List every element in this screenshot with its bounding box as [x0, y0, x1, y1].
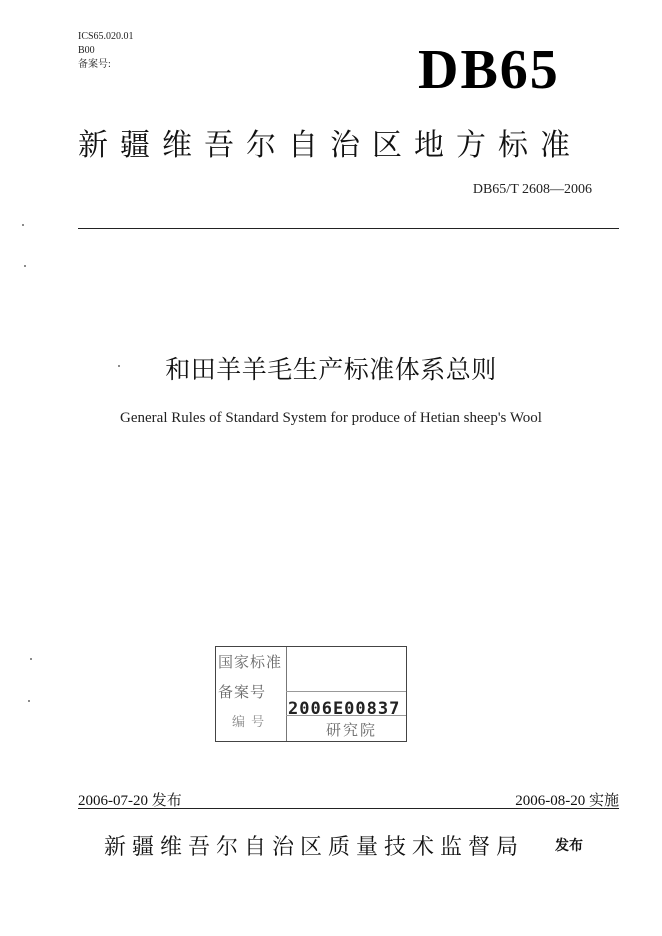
stamp-line-1: 国家标准 — [218, 653, 283, 671]
stamp-line-2: 备案号 — [218, 683, 267, 701]
scan-speck — [28, 700, 30, 702]
standard-logo: DB65 — [418, 39, 560, 101]
top-divider — [78, 228, 619, 229]
scan-speck — [24, 265, 26, 267]
record-number-label: 备案号: — [78, 59, 111, 70]
scan-speck — [30, 658, 32, 660]
ccs-code: B00 — [78, 45, 95, 56]
scan-speck — [118, 365, 120, 367]
stamp-number: 2006E00837 — [288, 699, 401, 719]
issuing-authority: 新疆维吾尔自治区质量技术监督局 — [104, 835, 525, 860]
implementation-date: 2006-08-20 实施 — [515, 793, 619, 809]
scan-speck — [22, 224, 24, 226]
chinese-title: 和田羊羊毛生产标准体系总则 — [165, 355, 497, 384]
stamp-line-3: 编 号 — [232, 715, 266, 730]
issue-date: 2006-07-20 发布 — [78, 793, 182, 809]
standard-code: DB65/T 2608—2006 — [472, 182, 592, 197]
stamp-organization: 研究院 — [326, 721, 378, 739]
registration-stamp — [215, 646, 407, 742]
standard-type-heading: 新疆维吾尔自治区地方标准 — [78, 128, 582, 163]
issue-verb: 发布 — [555, 838, 583, 854]
english-title: General Rules of Standard System for produce of Hetian sheep's Wool — [120, 410, 542, 426]
stamp-divider — [286, 691, 406, 692]
bottom-divider — [78, 808, 619, 809]
ics-code: ICS65.020.01 — [78, 31, 134, 42]
